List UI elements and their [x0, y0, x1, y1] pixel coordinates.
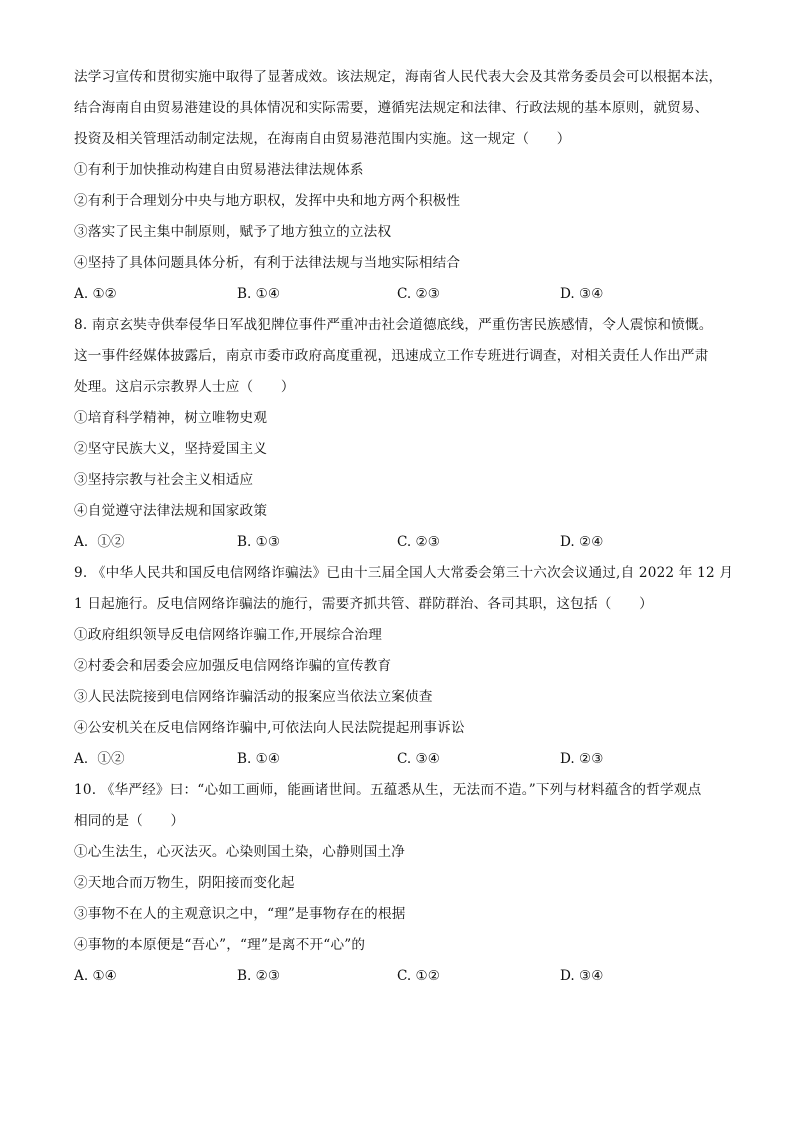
- statement-option: ②村委会和居委会应加强反电信网络诈骗的宣传教育: [74, 658, 392, 674]
- choice-c: C. ②③: [397, 534, 440, 550]
- statement-option: ②天地合而万物生，阴阳接而变化起: [74, 875, 295, 891]
- question-stem-line: 相同的是（ ）: [74, 813, 185, 829]
- question-stem-line: 投资及相关管理活动制定法规，在海南自由贸易港范围内实施。这一规定（ ）: [74, 131, 571, 147]
- choice-c: C. ①②: [397, 968, 440, 984]
- answer-choices: [74, 527, 734, 558]
- answer-choices: [74, 744, 734, 775]
- question-stem-line: 结合海南自由贸易港建设的具体情况和实际需要，遵循宪法规定和法律、行政法规的基本原则，就贸易、: [74, 100, 709, 116]
- statement-option: ②坚守民族大义，坚持爱国主义: [74, 441, 268, 457]
- choice-a: A. ①②: [74, 286, 117, 302]
- question-stem-line: 8. 南京玄奘寺供奉侵华日军战犯牌位事件严重冲击社会道德底线，严重伤害民族感情，令人震惊和愤慨。: [74, 317, 713, 333]
- question-stem-line: 1 日起施行。反电信网络诈骗法的施行，需要齐抓共管、群防群治、各司其职，这包括（ ）: [74, 596, 653, 612]
- choice-b: B. ①④: [237, 751, 281, 767]
- statement-option: ①有利于加快推动构建自由贸易港法律法规体系: [74, 162, 364, 178]
- choice-d: D. ③④: [560, 286, 604, 302]
- choice-c: C. ②③: [397, 286, 440, 302]
- statement-option: ④事物的本原便是“吾心”，“理”是离不开“心”的: [74, 937, 366, 953]
- statement-option: ②有利于合理划分中央与地方职权，发挥中央和地方两个积极性: [74, 193, 461, 209]
- statement-option: ①心生法生，心灭法灭。心染则国土染，心静则国土净: [74, 844, 406, 860]
- statement-option: ①培育科学精神，树立唯物史观: [74, 410, 268, 426]
- statement-option: ③坚持宗教与社会主义相适应: [74, 472, 254, 488]
- question-stem-line: 9. 《中华人民共和国反电信网络诈骗法》已由十三届全国人大常委会第三十六次会议通过,自 2022 年 12 月: [74, 565, 734, 581]
- question-stem-line: 10. 《华严经》曰：“心如工画师，能画诸世间。五蕴悉从生，无法而不造。”下列与材料蕴含的哲学观点: [74, 782, 702, 798]
- question-9: [74, 558, 734, 775]
- answer-choices: [74, 961, 734, 992]
- question-7: [74, 62, 734, 310]
- statement-option: ④公安机关在反电信网络诈骗中,可依法向人民法院提起刑事诉讼: [74, 720, 465, 736]
- statement-option: ③落实了民主集中制原则，赋予了地方独立的立法权: [74, 224, 392, 240]
- choice-d: D. ②④: [560, 534, 604, 550]
- choice-b: B. ②③: [237, 968, 281, 984]
- choice-d: D. ③④: [560, 968, 604, 984]
- statement-option: ③事物不在人的主观意识之中，“理”是事物存在的根据: [74, 906, 406, 922]
- question-10: [74, 775, 734, 992]
- choice-c: C. ③④: [397, 751, 440, 767]
- choice-a: A．①②: [74, 534, 125, 550]
- choice-a: A．①②: [74, 751, 125, 767]
- choice-b: B. ①④: [237, 286, 281, 302]
- statement-option: ④坚持了具体问题具体分析，有利于法律法规与当地实际相结合: [74, 255, 461, 271]
- statement-option: ③人民法院接到电信网络诈骗活动的报案应当依法立案侦查: [74, 689, 433, 705]
- question-stem-line: 法学习宣传和贯彻实施中取得了显著成效。该法规定，海南省人民代表大会及其常务委员会可以根据本法，: [74, 69, 723, 85]
- question-stem-line: 这一事件经媒体披露后，南京市委市政府高度重视，迅速成立工作专班进行调查，对相关责任人作出严肃: [74, 348, 709, 364]
- statement-option: ④自觉遵守法律法规和国家政策: [74, 503, 268, 519]
- choice-b: B. ①③: [237, 534, 281, 550]
- statement-option: ①政府组织领导反电信网络诈骗工作,开展综合治理: [74, 627, 382, 643]
- question-stem-line: 处理。这启示宗教界人士应（ ）: [74, 379, 295, 395]
- answer-choices: [74, 279, 734, 310]
- choice-d: D. ②③: [560, 751, 604, 767]
- exam-page: [74, 62, 734, 992]
- choice-a: A. ①④: [74, 968, 117, 984]
- question-8: [74, 310, 734, 558]
